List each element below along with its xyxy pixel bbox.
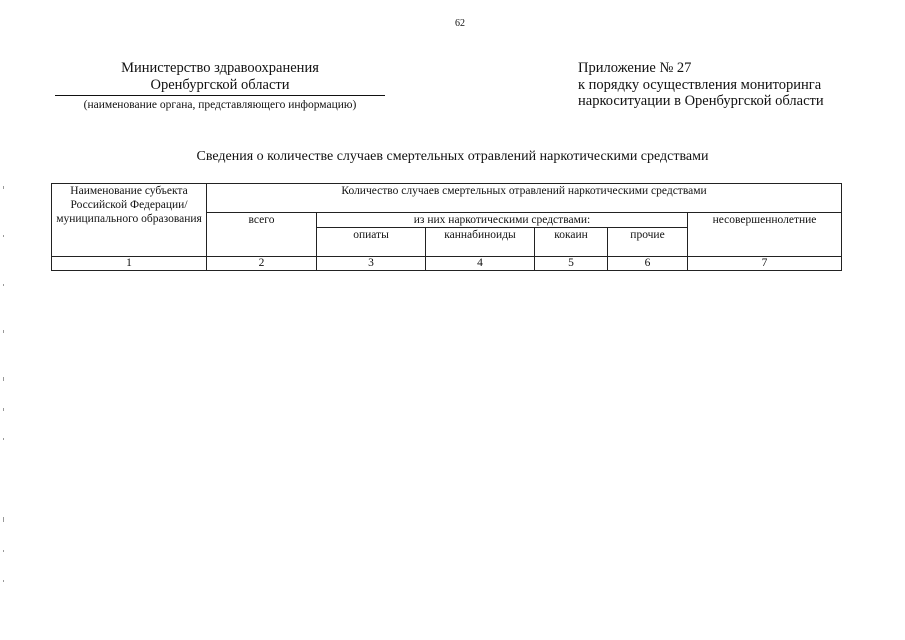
organization-name-line2: Оренбургской области bbox=[55, 77, 385, 96]
subject-header-cell: Наименование субъекта Российской Федерации/ муниципального образования bbox=[52, 184, 207, 257]
opiates-header-cell: опиаты bbox=[317, 228, 426, 257]
column-number-5: 5 bbox=[535, 257, 608, 271]
appendix-reference-line2: наркоситуации в Оренбургской области bbox=[578, 93, 824, 109]
report-table bbox=[51, 183, 842, 271]
document-title: Сведения о количестве случаев смертельных отравлений наркотическими средствами bbox=[196, 149, 709, 164]
column-number-2: 2 bbox=[207, 257, 317, 271]
column-numbers-row bbox=[52, 257, 842, 271]
cannabinoids-header-cell: каннабиноиды bbox=[426, 228, 535, 257]
column-number-1: 1 bbox=[52, 257, 207, 271]
column-number-3: 3 bbox=[317, 257, 426, 271]
appendix-reference-line1: к порядку осуществления мониторинга bbox=[578, 76, 822, 93]
column-number-7: 7 bbox=[688, 257, 842, 271]
page-number: 62 bbox=[455, 18, 465, 29]
appendix-block bbox=[578, 60, 878, 110]
total-header-cell: всего bbox=[207, 213, 317, 257]
organization-name-line1: Министерство здравоохранения bbox=[121, 60, 319, 76]
column-number-6: 6 bbox=[608, 257, 688, 271]
of-which-header-cell: из них наркотическими средствами: bbox=[317, 213, 688, 228]
minors-header-cell: несовершеннолетние bbox=[688, 213, 842, 257]
organization-block bbox=[55, 60, 385, 113]
table-header-row-1 bbox=[52, 184, 842, 213]
cocaine-header-cell: кокаин bbox=[535, 228, 608, 257]
other-header-cell: прочие bbox=[608, 228, 688, 257]
column-number-4: 4 bbox=[426, 257, 535, 271]
count-header-cell: Количество случаев смертельных отравлений наркотическими средствами bbox=[207, 184, 842, 213]
appendix-number: Приложение № 27 bbox=[578, 60, 692, 76]
organization-caption: (наименование органа, представляющего информацию) bbox=[83, 99, 357, 111]
